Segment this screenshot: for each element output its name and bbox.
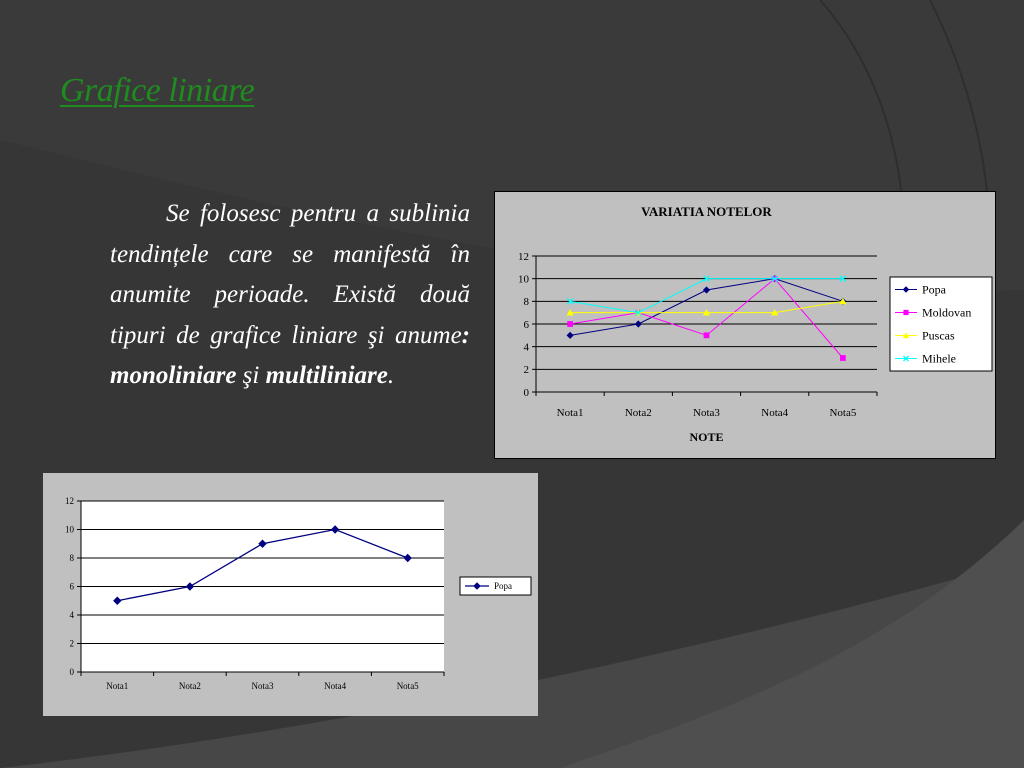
- paragraph-end: .: [387, 362, 395, 389]
- multiline-chart: [495, 192, 995, 458]
- undefined-y-tick-label: 2: [69, 638, 74, 649]
- undefined-y-tick-label: 4: [523, 341, 529, 354]
- undefined-x-axis-title: NOTE: [689, 430, 724, 444]
- undefined-legend-label: Puscas: [922, 328, 955, 343]
- undefined-y-tick-label: 8: [69, 553, 74, 564]
- undefined-x-tick-label: Nota3: [251, 681, 274, 691]
- undefined-legend-label: Moldovan: [922, 305, 972, 320]
- undefined-x-tick-label: Nota2: [178, 681, 201, 691]
- undefined-x-tick-label: Nota5: [396, 681, 419, 691]
- undefined-y-tick-label: 0: [523, 386, 529, 399]
- undefined-title: VARIATIA NOTELOR: [641, 204, 772, 219]
- undefined-x-tick-label: Nota3: [693, 407, 720, 419]
- paragraph-joiner: şi: [236, 362, 266, 389]
- term-multiliniare: multiliniare: [265, 362, 388, 389]
- undefined-y-tick-label: 12: [65, 496, 74, 507]
- undefined-legend-label: Mihele: [922, 351, 956, 366]
- slide-title: Grafice liniare: [60, 72, 255, 109]
- undefined-y-tick-label: 12: [518, 250, 529, 263]
- undefined-y-tick-label: 6: [69, 581, 74, 592]
- undefined-data-point: [704, 332, 710, 338]
- undefined-legend-label: Popa: [494, 581, 512, 592]
- undefined-x-tick-label: Nota5: [829, 407, 857, 419]
- undefined-data-point: [567, 321, 573, 327]
- undefined-y-tick-label: 0: [69, 667, 74, 678]
- undefined-y-tick-label: 10: [518, 273, 529, 286]
- term-monoliniare: monoliniare: [110, 362, 237, 389]
- undefined-y-tick-label: 2: [523, 364, 529, 377]
- undefined-legend-label: Popa: [922, 282, 946, 297]
- multiline-chart-panel: [494, 191, 996, 459]
- undefined-x-tick-label: Nota4: [761, 407, 789, 419]
- undefined-x-tick-label: Nota1: [556, 407, 584, 419]
- paragraph-intro: Se folosesc pentru a sublinia tendințele care se manifestă în anumite perioade. Există două tipuri de grafice liniare şi anume: [110, 200, 470, 349]
- undefined-x-tick-label: Nota1: [106, 681, 129, 691]
- undefined-y-tick-label: 6: [523, 318, 529, 331]
- undefined-data-point: [840, 355, 846, 361]
- singleline-chart-panel: [43, 473, 538, 716]
- undefined-legend-marker: [903, 310, 908, 315]
- undefined-y-tick-label: 4: [69, 610, 74, 621]
- body-paragraph: [110, 194, 470, 397]
- singleline-chart: [43, 473, 538, 716]
- undefined-x-tick-label: Nota4: [324, 681, 347, 691]
- undefined-x-tick-label: Nota2: [624, 407, 652, 419]
- undefined-y-tick-label: 10: [65, 524, 74, 535]
- undefined-y-tick-label: 8: [523, 296, 529, 309]
- paragraph-colon: :: [461, 321, 470, 349]
